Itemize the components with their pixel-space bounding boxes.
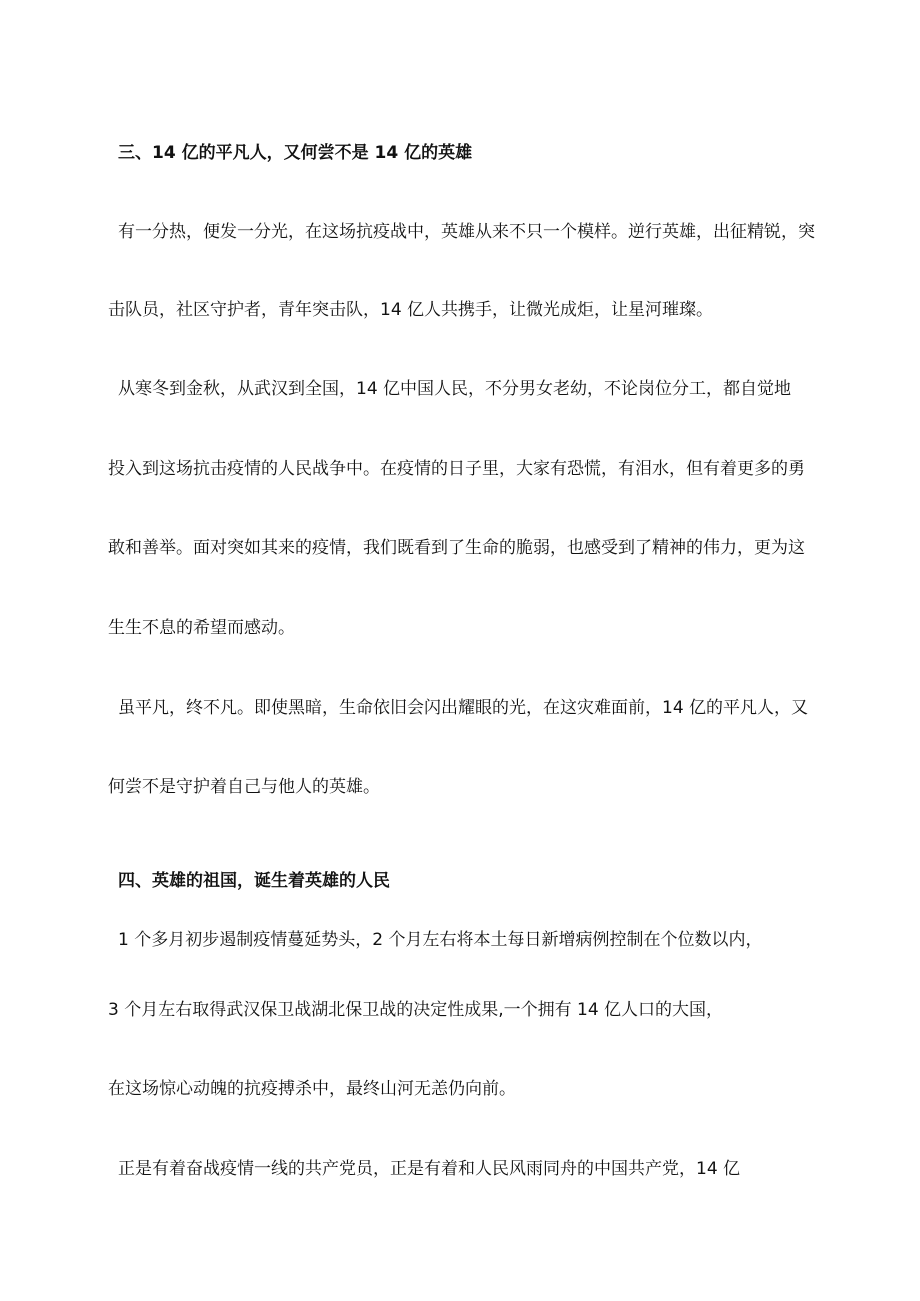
paragraph-line: 投入到这场抗击疫情的人民战争中。在疫情的日子里，大家有恐慌，有泪水，但有着更多的勇 <box>108 459 805 479</box>
paragraph-line: 1 个多月初步遏制疫情蔓延势头，2 个月左右将本土每日新增病例控制在个位数以内， <box>118 930 763 950</box>
paragraph-line: 正是有着奋战疫情一线的共产党员，正是有着和人民风雨同舟的中国共产党，14 亿 <box>118 1159 741 1179</box>
paragraph-line: 从寒冬到金秋，从武汉到全国，14 亿中国人民，不分男女老幼，不论岗位分工，都自觉地 <box>118 379 792 399</box>
section-heading: 三、14 亿的平凡人，又何尝不是 14 亿的英雄 <box>118 143 473 163</box>
section-heading: 四、英雄的祖国，诞生着英雄的人民 <box>118 871 390 891</box>
paragraph-line: 何尝不是守护着自己与他人的英雄。 <box>108 777 380 797</box>
paragraph-line: 击队员，社区守护者，青年突击队，14 亿人共携手，让微光成炬，让星河璀璨。 <box>108 300 714 320</box>
paragraph-line: 敢和善举。面对突如其来的疫情，我们既看到了生命的脆弱，也感受到了精神的伟力，更为这 <box>108 538 805 558</box>
paragraph-line: 在这场惊心动魄的抗疫搏杀中，最终山河无恙仍向前。 <box>108 1079 516 1099</box>
paragraph-line: 虽平凡，终不凡。即使黑暗，生命依旧会闪出耀眼的光，在这灾难面前，14 亿的平凡人，又 <box>118 698 809 718</box>
paragraph-line: 生生不息的希望而感动。 <box>108 618 295 638</box>
paragraph-line: 3 个月左右取得武汉保卫战湖北保卫战的决定性成果,一个拥有 14 亿人口的大国， <box>108 1000 724 1020</box>
paragraph-line: 有一分热，便发一分光，在这场抗疫战中，英雄从来不只一个模样。逆行英雄，出征精锐，突 <box>118 222 815 242</box>
